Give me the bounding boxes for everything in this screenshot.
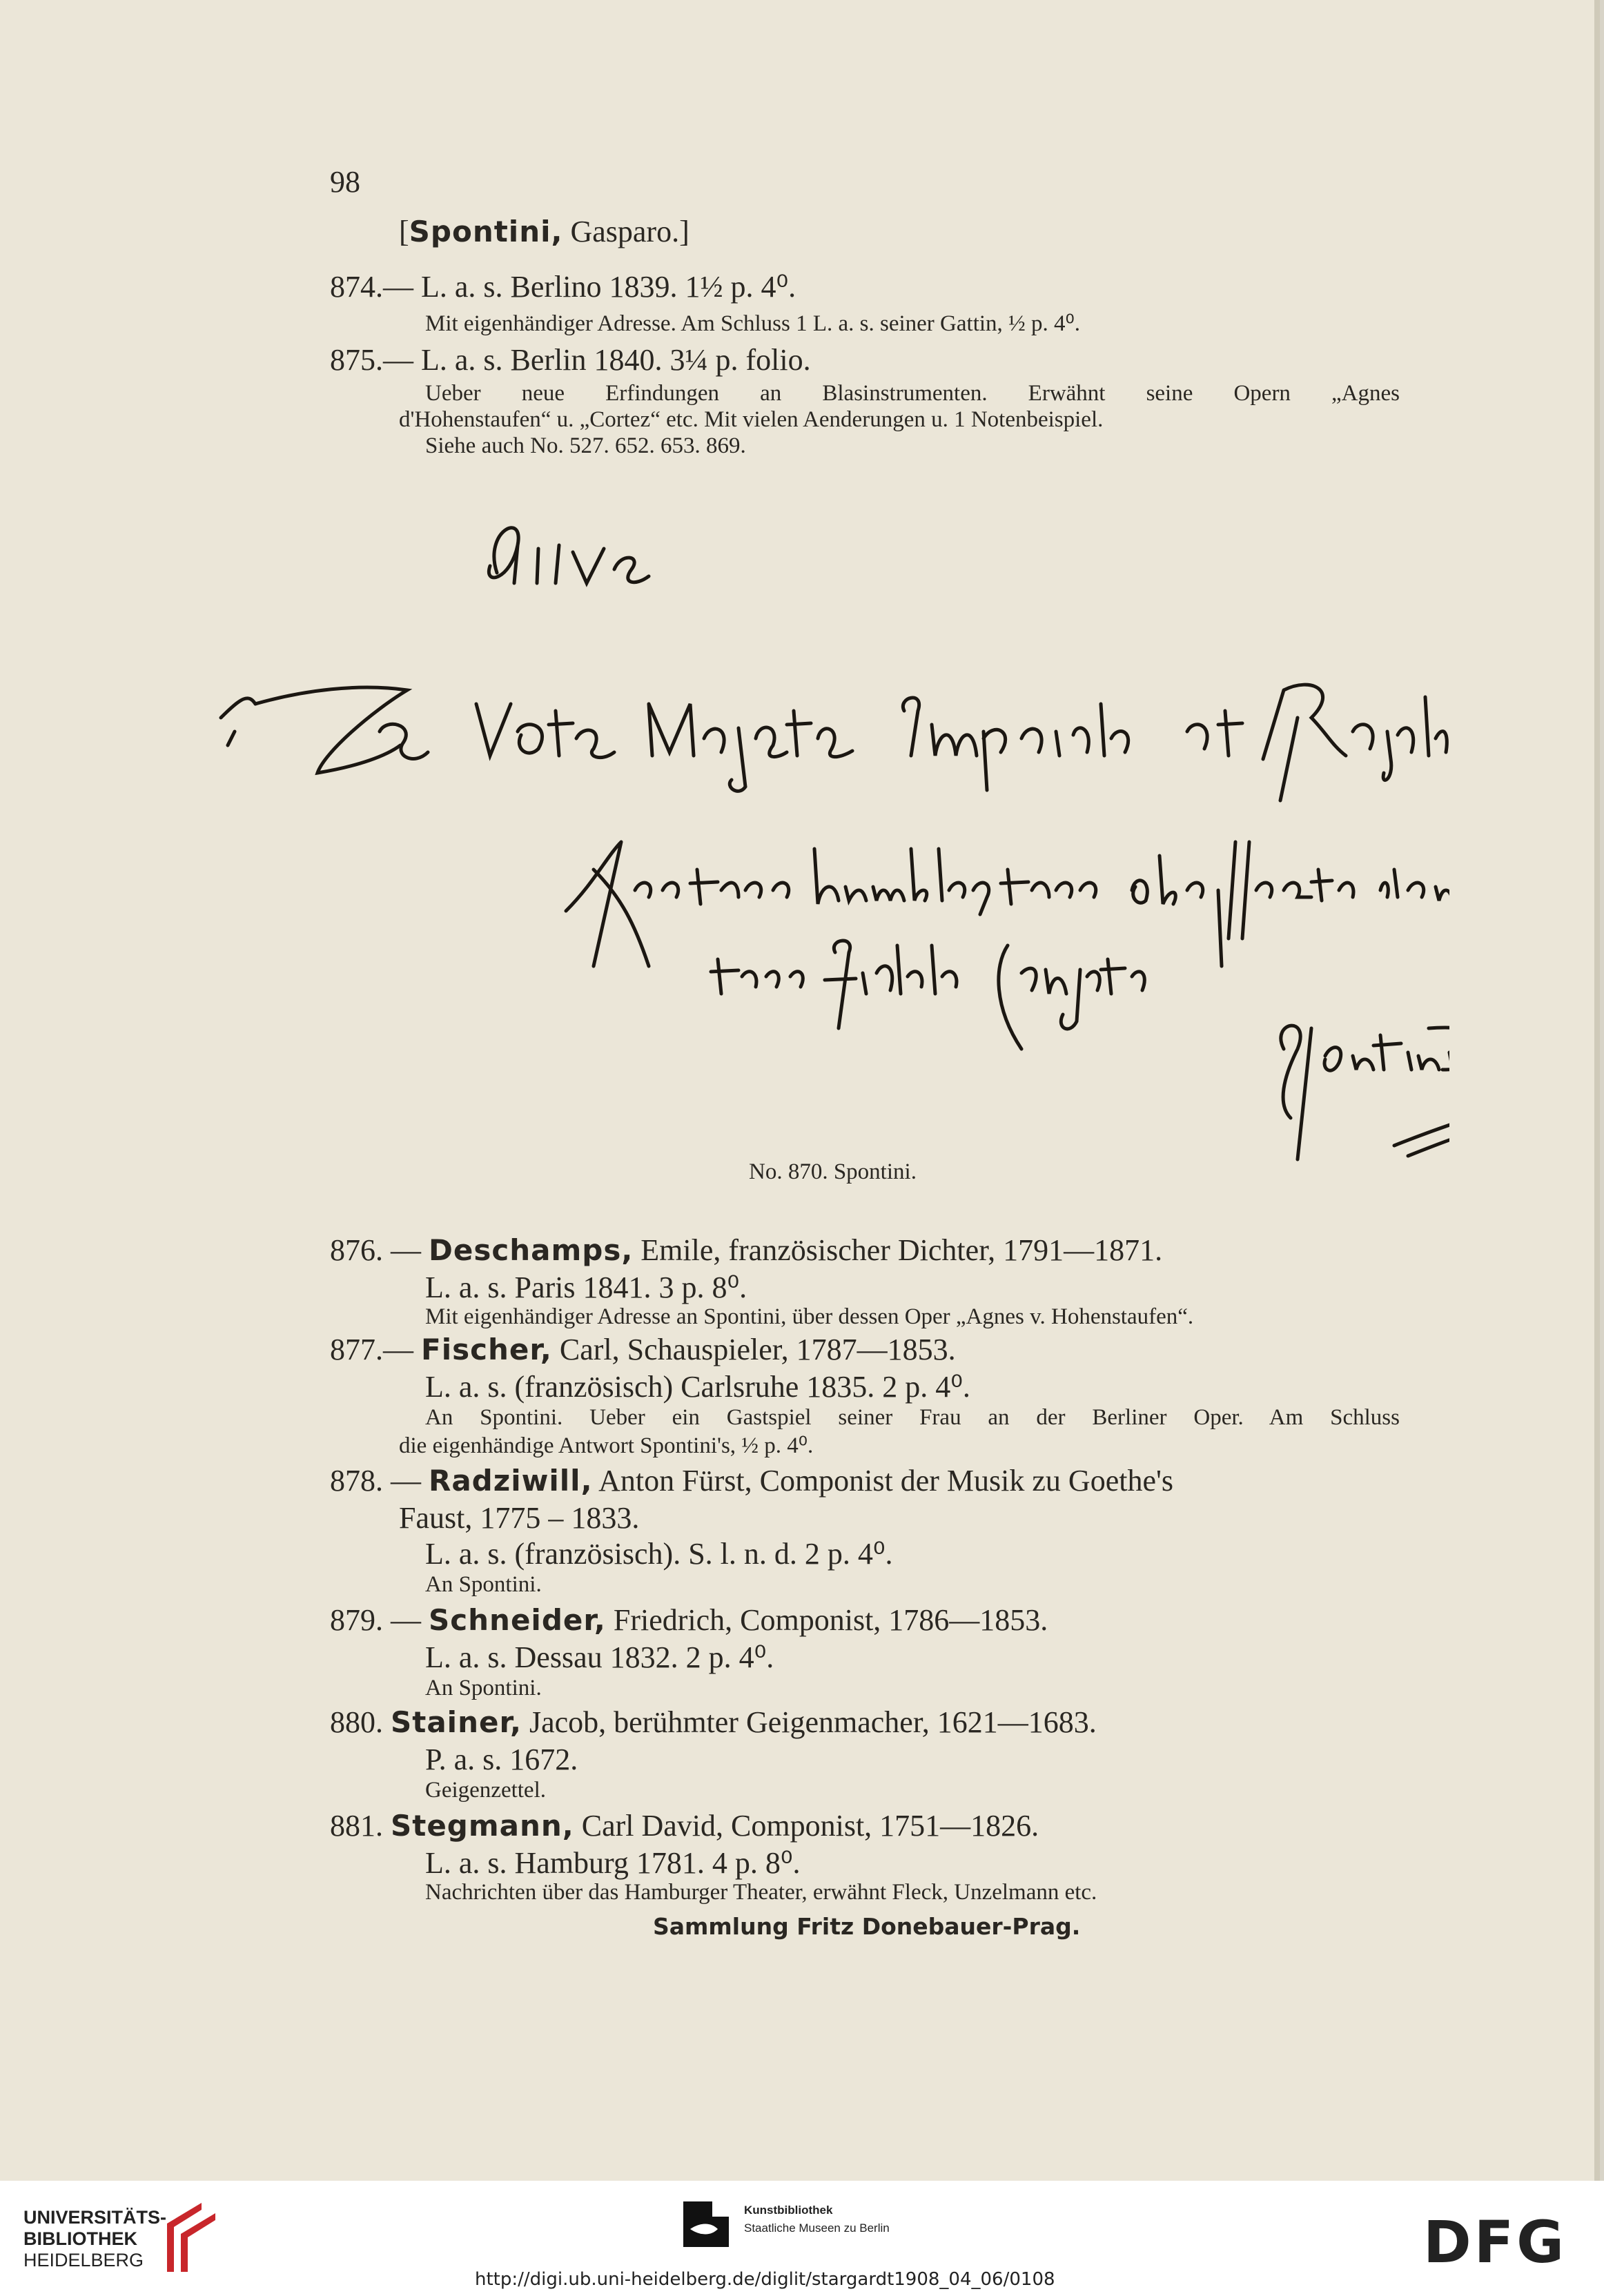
dfg-logo[interactable]: DFG (1423, 2208, 1567, 2276)
entry-880-line2: P. a. s. 1672. (425, 1743, 578, 1776)
entry-text: — L. a. s. Berlin 1840. 3¼ p. folio. (383, 343, 811, 377)
composer-given-name: Gasparo.] (563, 215, 689, 248)
footer-bar (0, 2181, 1604, 2296)
entry-876-line2: L. a. s. Paris 1841. 3 p. 8⁰. (425, 1270, 747, 1304)
facsimile-drawing (207, 483, 1449, 1173)
entry-name: Stainer, (391, 1705, 522, 1739)
kb-line-1: Kunstbibliothek (744, 2204, 833, 2217)
section-header (399, 214, 689, 249)
entry-879-note: An Spontini. (425, 1676, 542, 1700)
entry-877-line2: L. a. s. (französisch) Carlsruhe 1835. 2 p. 4⁰. (425, 1370, 970, 1404)
entry-number: 878. (330, 1464, 383, 1498)
entry-880-note: Geigenzettel. (425, 1778, 546, 1803)
entry-number: 874. (330, 270, 383, 304)
entry-number: 877. (330, 1333, 383, 1366)
ub-emblem-icon (160, 2196, 222, 2279)
entry-874 (330, 269, 796, 304)
entry-name: Deschamps, (429, 1233, 634, 1267)
entry-874-note: Mit eigenhändiger Adresse. Am Schluss 1 L. a. s. seiner Gattin, ½ p. 4⁰. (425, 311, 1081, 336)
entry-text: Friedrich, Componist, 1786—1853. (605, 1603, 1048, 1637)
ub-line-3: HEIDELBERG (23, 2250, 144, 2270)
entry-881-note: Nachrichten über das Hamburger Theater, erwähnt Fleck, Unzelmann etc. (425, 1880, 1097, 1905)
entry-877: 877.— Fischer, Carl, Schauspieler, 1787—1853. (330, 1333, 956, 1366)
entry-text: Anton Fürst, Componist der Musik zu Goethe's (592, 1464, 1174, 1498)
entry-875-note-2: d'Hohenstaufen“ u. „Cortez“ etc. Mit vielen Aenderungen u. 1 Notenbeispiel. (399, 407, 1104, 432)
ub-line-2: BIBLIOTHEK (23, 2228, 137, 2249)
collection-label: Sammlung Fritz Donebauer-Prag. (653, 1913, 1081, 1940)
entry-number: 880. (330, 1705, 383, 1739)
composer-name: Spontini, (409, 215, 563, 248)
entry-text: — L. a. s. Berlino 1839. 1½ p. 4⁰. (383, 270, 796, 304)
entry-877-note-2: die eigenhändige Antwort Spontini's, ½ p. 4⁰. (399, 1433, 814, 1458)
entry-881-line2: L. a. s. Hamburg 1781. 4 p. 8⁰. (425, 1846, 801, 1880)
entry-877-note-1: An Spontini. Ueber ein Gastspiel seiner Frau an der Berliner Oper. Am Schluss (425, 1405, 1400, 1430)
entry-number: 876. (330, 1233, 383, 1267)
entry-878-line1b: Faust, 1775 – 1833. (399, 1501, 640, 1535)
entry-text: Carl, Schauspieler, 1787—1853. (551, 1333, 956, 1366)
entry-876-note: Mit eigenhändiger Adresse an Spontini, über dessen Oper „Agnes v. Hohenstaufen“. (425, 1304, 1194, 1329)
entry-881 (330, 1808, 1039, 1843)
entry-879: 879. — Schneider, Friedrich, Componist, 1786—1853. (330, 1603, 1048, 1637)
entry-875-note-1: Ueber neue Erfindungen an Blasinstrumenten. Erwähnt seine Opern „Agnes (425, 381, 1400, 406)
entry-text: Jacob, berühmter Geigenmacher, 1621—1683. (521, 1705, 1097, 1739)
entry-number: 875. (330, 343, 383, 377)
handwritten-facsimile (207, 483, 1449, 1173)
entry-name: Radziwill, (429, 1464, 593, 1498)
kunstbibliothek-logo-icon (683, 2201, 729, 2247)
entry-880 (330, 1705, 1097, 1740)
entry-878-note: An Spontini. (425, 1572, 542, 1597)
ub-heidelberg-logo[interactable] (23, 2207, 166, 2271)
entry-876: 876. — Deschamps, Emile, französischer Dichter, 1791—1871. (330, 1233, 1163, 1267)
entry-875 (330, 342, 811, 377)
entry-875-note-3: Siehe auch No. 527. 652. 653. 869. (425, 433, 746, 458)
entry-name: Stegmann, (391, 1809, 574, 1843)
facsimile-caption: No. 870. Spontini. (749, 1159, 917, 1184)
entry-number: 881. (330, 1809, 383, 1843)
entry-name: Fischer, (421, 1333, 552, 1366)
entry-879-line2: L. a. s. Dessau 1832. 2 p. 4⁰. (425, 1640, 774, 1674)
permalink-url[interactable]: http://digi.ub.uni-heidelberg.de/diglit/stargardt1908_04_06/0108 (475, 2269, 1055, 2290)
kunstbibliothek-text[interactable] (744, 2201, 890, 2237)
entry-text: Emile, französischer Dichter, 1791—1871. (633, 1233, 1163, 1267)
entry-number: 879. (330, 1603, 383, 1637)
entry-name: Schneider, (429, 1603, 606, 1637)
entry-text: Carl David, Componist, 1751—1826. (574, 1809, 1039, 1843)
entry-878-line2: L. a. s. (französisch). S. l. n. d. 2 p. 4⁰. (425, 1537, 893, 1571)
bracket: [ (399, 215, 409, 248)
ub-line-1: UNIVERSITÄTS- (23, 2207, 167, 2228)
entry-878: 878. — Radziwill, Anton Fürst, Componist der Musik zu Goethe's (330, 1464, 1174, 1498)
page-number: 98 (330, 165, 360, 199)
kb-line-2: Staatliche Museen zu Berlin (744, 2221, 890, 2235)
